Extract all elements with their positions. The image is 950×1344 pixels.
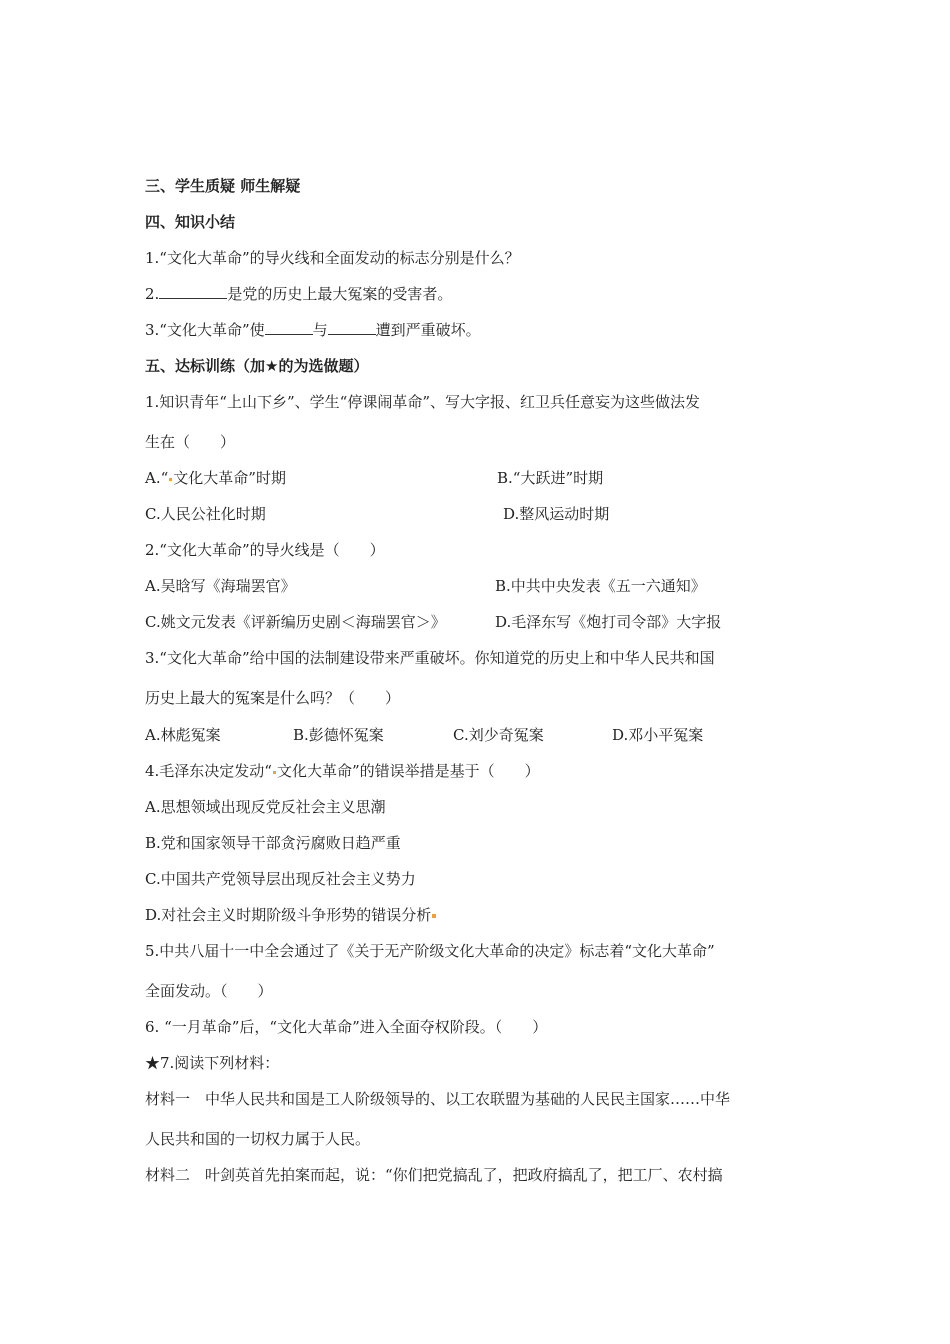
- exercise-q2-option-d: D.毛泽东写《炮打司令部》大字报: [495, 613, 722, 631]
- exercise-q4-option-b: B.党和国家领导干部贪污腐败日趋严重: [145, 834, 401, 852]
- fill-blank: [328, 320, 376, 335]
- exercise-q5-line-1: 5.中共八届十一中全会通过了《关于无产阶级文化大革命的决定》标志着“文化大革命”: [145, 942, 715, 960]
- exercise-q1-option-d: D.整风运动时期: [503, 505, 610, 523]
- exercise-q3-line-2: 历史上最大的冤案是什么吗？（ ）: [145, 689, 401, 707]
- summary-question-3: [145, 319, 481, 341]
- fill-blank: [265, 320, 313, 335]
- summary-q2-text: 是党的历史上最大冤案的受害者。: [227, 285, 453, 303]
- exercise-q1-line-1: 1.知识青年“上山下乡”、学生“停课闹革命”、写大字报、红卫兵任意妄为这些做法发: [145, 393, 700, 411]
- exercise-q2-option-c: C.姚文元发表《评新编历史剧＜海瑞罢官＞》: [145, 613, 446, 631]
- exercise-q3-line-1: 3.“文化大革命”给中国的法制建设带来严重破坏。你知道党的历史上和中华人民共和国: [145, 649, 715, 667]
- material-2-line-1: 材料二 叶剑英首先拍案而起，说：“你们把党搞乱了，把政府搞乱了，把工厂、农村搞: [145, 1166, 723, 1184]
- exercise-q4: [145, 760, 540, 782]
- exercise-q1-line-2: 生在（ ）: [145, 433, 236, 451]
- exercise-q3-option-a: A.林彪冤案: [145, 726, 221, 744]
- exercise-q4-option-c: C.中国共产党领导层出现反社会主义势力: [145, 870, 416, 888]
- option-a-prefix: A.“: [145, 469, 169, 487]
- material-1-line-1: 材料一 中华人民共和国是工人阶级领导的、以工农联盟为基础的人民民主国家……中华: [145, 1090, 731, 1108]
- mark-dot: [273, 771, 276, 774]
- exercise-q1-option-a: [145, 467, 286, 489]
- summary-q2-number: 2.: [145, 285, 160, 303]
- fill-blank: [159, 284, 227, 299]
- section-heading-3: 三、学生质疑 师生解疑: [145, 177, 301, 195]
- summary-q3-part-c: 遭到严重破坏。: [375, 321, 481, 339]
- summary-q3-part-a: 3.“文化大革命”使: [145, 321, 265, 339]
- mark-dot: [169, 478, 172, 481]
- q4-option-d-text: D.对社会主义时期阶级斗争形势的错误分析: [145, 906, 432, 924]
- exercise-q1-option-c: C.人民公社化时期: [145, 505, 266, 523]
- q4-prefix: 4.毛泽东决定发动“: [145, 762, 272, 780]
- material-1-line-2: 人民共和国的一切权力属于人民。: [145, 1130, 371, 1148]
- q4-text: 文化大革命”的错误举措是基于（ ）: [276, 762, 540, 780]
- exercise-q4-option-d: [145, 904, 437, 926]
- exercise-q3-option-c: C.刘少奇冤案: [453, 726, 544, 744]
- exercise-q4-option-a: A.思想领域出现反党反社会主义思潮: [145, 798, 386, 816]
- section-heading-4: 四、知识小结: [145, 213, 236, 231]
- exercise-q1-option-b: B.“大跃进”时期: [497, 469, 604, 487]
- exercise-q3-option-b: B.彭德怀冤案: [293, 726, 384, 744]
- exercise-q6: 6. “一月革命”后，“文化大革命”进入全面夺权阶段。（ ）: [145, 1018, 548, 1036]
- summary-question-1: 1.“文化大革命”的导火线和全面发动的标志分别是什么？: [145, 249, 520, 267]
- section-heading-5: 五、达标训练（加★的为选做题）: [145, 357, 369, 375]
- mark-dot: [432, 914, 436, 918]
- summary-q3-part-b: 与: [312, 321, 328, 339]
- exercise-q2: 2.“文化大革命”的导火线是（ ）: [145, 541, 385, 559]
- exercise-q5-line-2: 全面发动。（ ）: [145, 982, 273, 1000]
- exercise-q2-option-a: A.吴晗写《海瑞罢官》: [145, 577, 296, 595]
- exercise-q7: ★7.阅读下列材料：: [145, 1054, 280, 1072]
- option-a-text: 文化大革命”时期: [173, 469, 286, 487]
- exercise-q3-option-d: D.邓小平冤案: [612, 726, 704, 744]
- summary-question-2: [145, 283, 452, 305]
- exercise-q2-option-b: B.中共中央发表《五一六通知》: [495, 577, 706, 595]
